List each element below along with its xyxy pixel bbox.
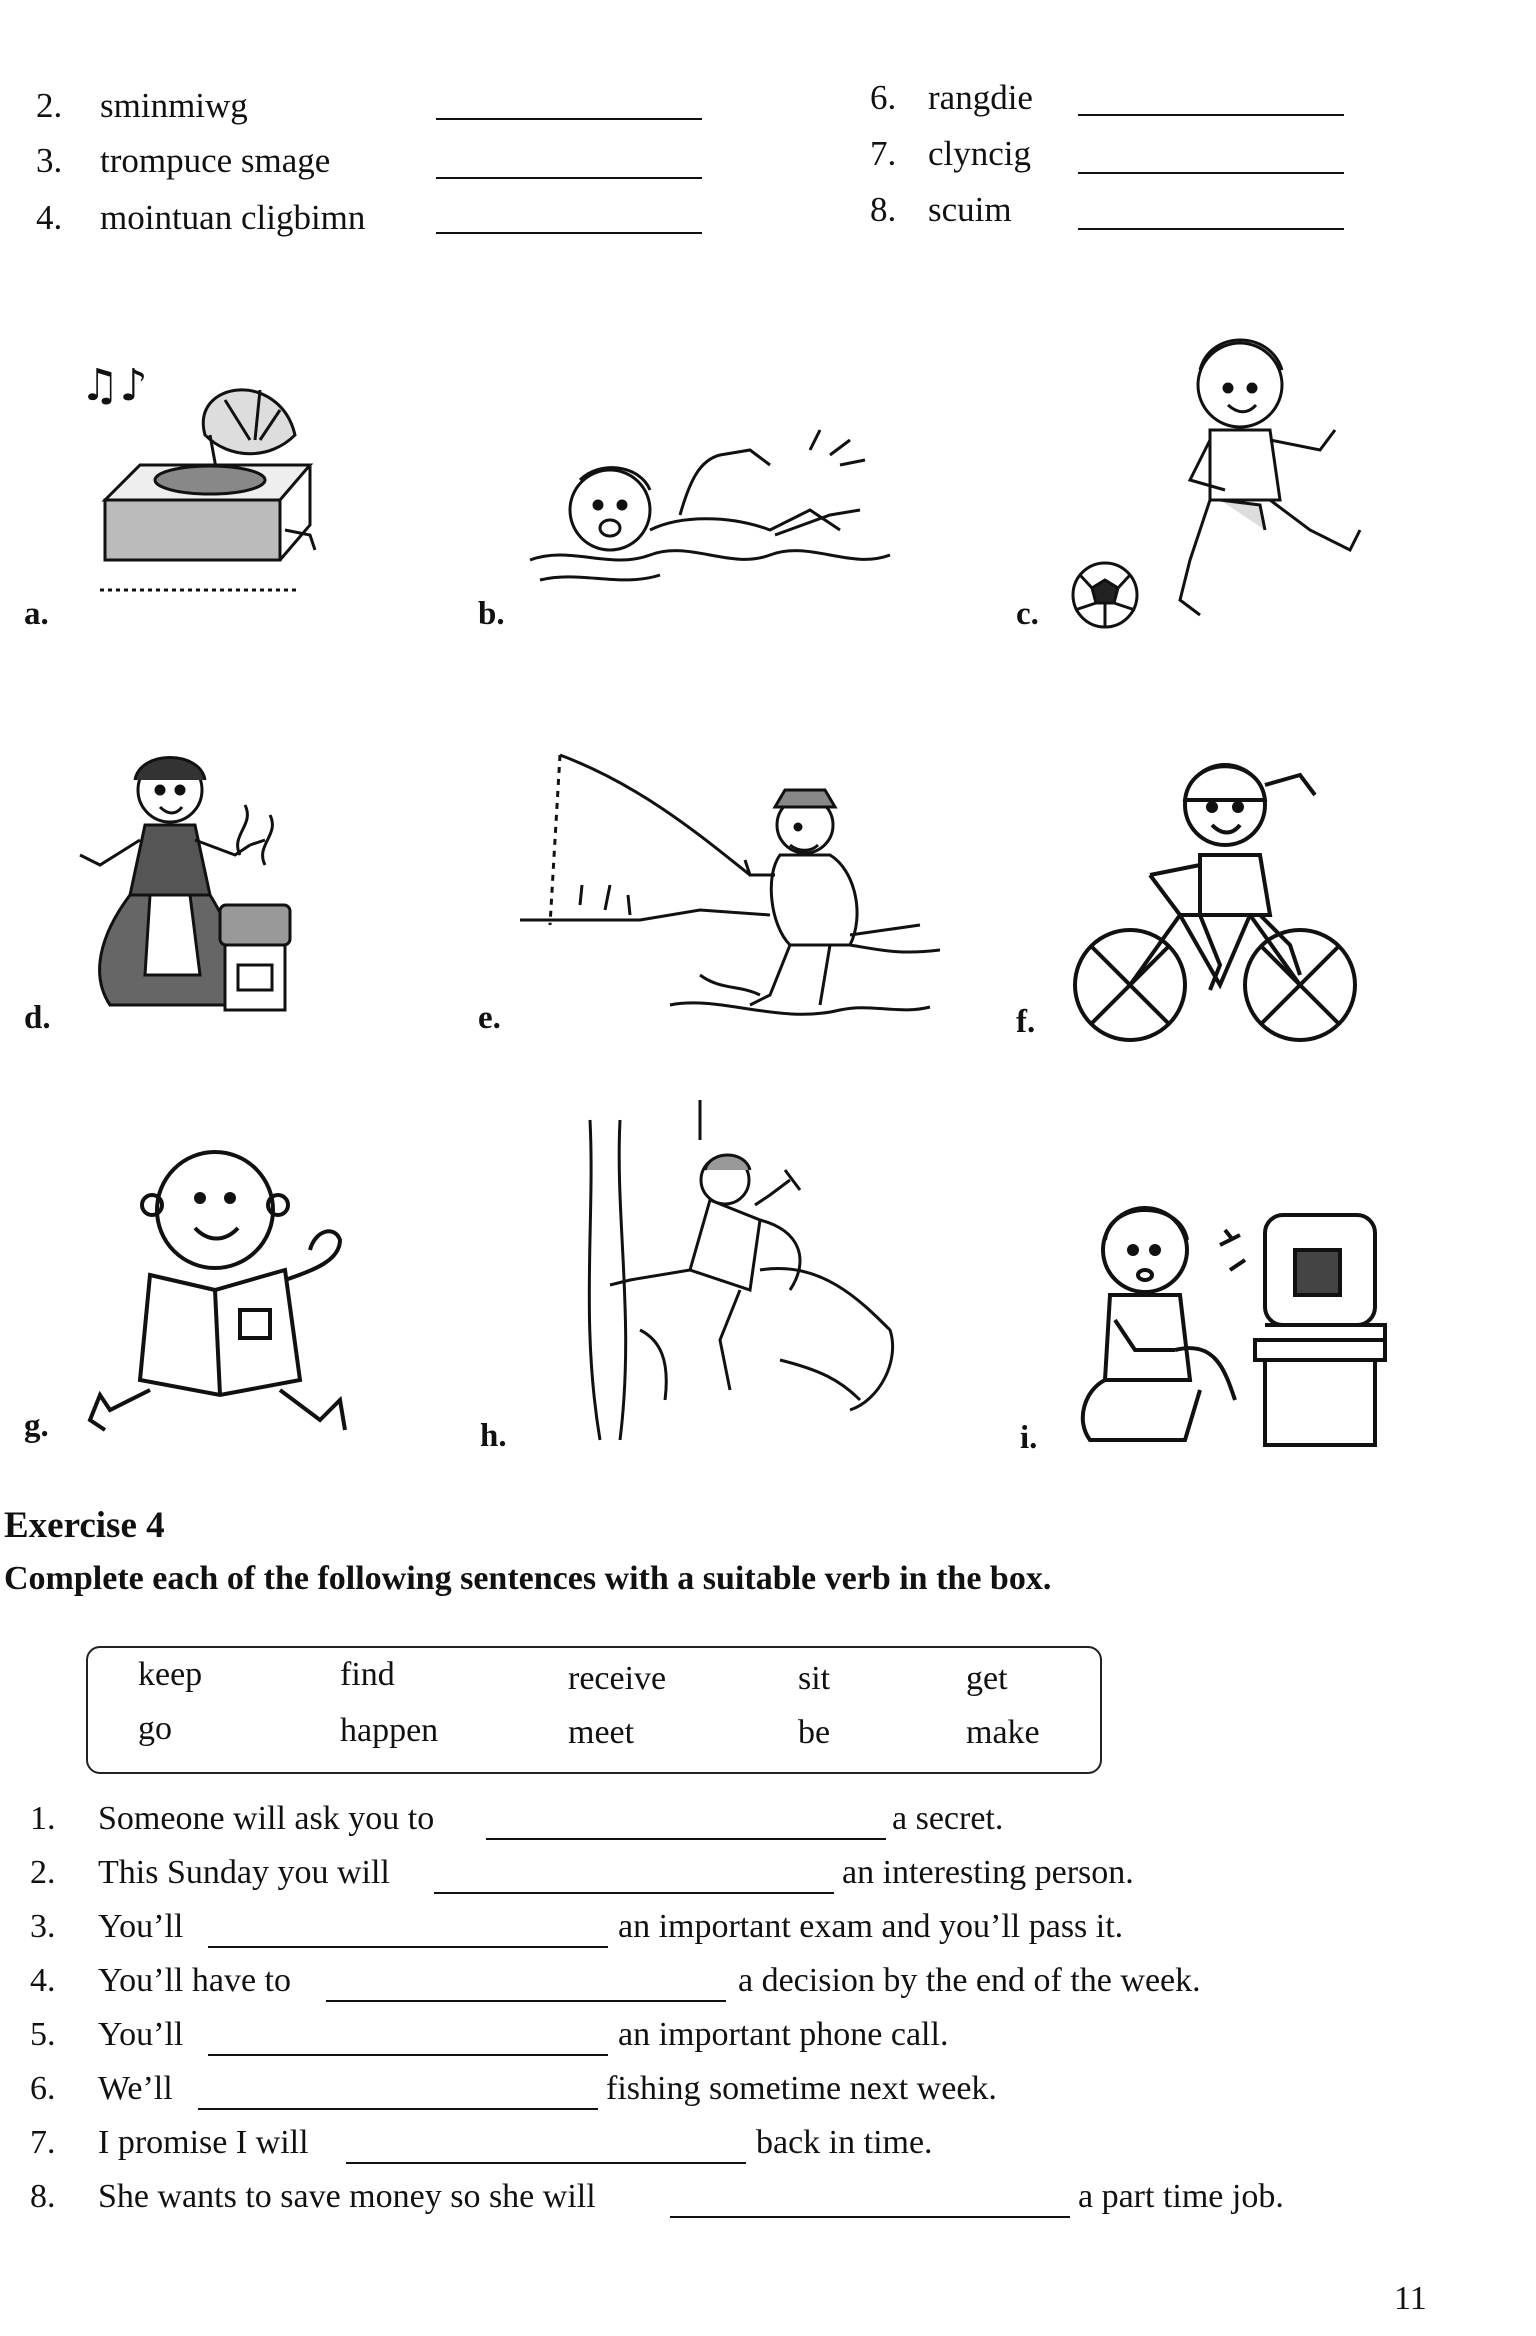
verb-word: keep xyxy=(138,1656,203,1693)
scrambled-word: mointuan cligbimn xyxy=(100,198,366,237)
football-icon xyxy=(1060,330,1380,630)
sentence-text: an interesting person. xyxy=(842,1854,1134,1891)
sentence-text: You’ll have to xyxy=(98,1962,291,1999)
cooking-icon xyxy=(60,745,310,1020)
sentence-text: fishing sometime next week. xyxy=(606,2070,997,2107)
svg-text:♫♪: ♫♪ xyxy=(80,360,148,411)
scrambled-word: sminmiwg xyxy=(100,86,248,125)
sentence-text: You’ll xyxy=(98,2016,184,2053)
verb-word: happen xyxy=(340,1712,439,1749)
reading-icon xyxy=(70,1150,360,1450)
sentence-number: 7. xyxy=(30,2124,56,2161)
sentence-text: a secret. xyxy=(892,1800,1004,1837)
verb-word: go xyxy=(138,1710,172,1747)
sentence-text: back in time. xyxy=(756,2124,933,2161)
sentence-number: 3. xyxy=(30,1908,56,1945)
sentence-text: an important phone call. xyxy=(618,2016,949,2053)
item-number: 8. xyxy=(870,190,897,229)
picture-letter: g. xyxy=(24,1408,49,1444)
verb-word: receive xyxy=(568,1660,667,1697)
answer-blank[interactable] xyxy=(1078,172,1344,174)
cycling-icon xyxy=(1060,745,1360,1045)
sentence-text: a decision by the end of the week. xyxy=(738,1962,1201,1999)
verb-word: make xyxy=(966,1714,1040,1751)
answer-blank[interactable] xyxy=(434,1892,834,1894)
verb-word: get xyxy=(966,1660,1008,1697)
answer-blank[interactable] xyxy=(670,2216,1070,2218)
sentence-text: an important exam and you’ll pass it. xyxy=(618,1908,1124,1945)
answer-blank[interactable] xyxy=(1078,114,1344,116)
sentence-text: Someone will ask you to xyxy=(98,1800,435,1837)
sentence-text: a part time job. xyxy=(1078,2178,1284,2215)
picture-letter: a. xyxy=(24,596,49,632)
sentence-number: 2. xyxy=(30,1854,56,1891)
answer-blank[interactable] xyxy=(436,232,702,234)
answer-blank[interactable] xyxy=(208,1946,608,1948)
picture-letter: e. xyxy=(478,1000,501,1036)
item-number: 7. xyxy=(870,134,897,173)
picture-letter: h. xyxy=(480,1418,507,1454)
picture-letter: f. xyxy=(1016,1004,1036,1040)
answer-blank[interactable] xyxy=(436,118,702,120)
answer-blank[interactable] xyxy=(208,2054,608,2056)
scrambled-word: scuim xyxy=(928,190,1012,229)
picture-letter: d. xyxy=(24,1000,51,1036)
sentence-text: We’ll xyxy=(98,2070,173,2107)
scrambled-word: trompuce smage xyxy=(100,141,331,180)
answer-blank[interactable] xyxy=(326,2000,726,2002)
verb-word: sit xyxy=(798,1660,831,1697)
picture-letter: i. xyxy=(1020,1420,1038,1456)
sentence-text: This Sunday you will xyxy=(98,1854,390,1891)
answer-blank[interactable] xyxy=(198,2108,598,2110)
item-number: 6. xyxy=(870,78,897,117)
answer-blank[interactable] xyxy=(346,2162,746,2164)
picture-letter: c. xyxy=(1016,596,1039,632)
sentence-number: 6. xyxy=(30,2070,56,2107)
gramophone-icon xyxy=(70,340,320,610)
verb-word: meet xyxy=(568,1714,635,1751)
sentence-number: 5. xyxy=(30,2016,56,2053)
fishing-icon xyxy=(520,745,940,1045)
sentence-number: 8. xyxy=(30,2178,56,2215)
scrambled-word: rangdie xyxy=(928,78,1033,117)
sentence-text: I promise I will xyxy=(98,2124,309,2161)
verb-word: be xyxy=(798,1714,831,1751)
answer-blank[interactable] xyxy=(436,177,702,179)
climbing-icon xyxy=(560,1100,920,1460)
sentence-number: 1. xyxy=(30,1800,56,1837)
sentence-text: You’ll xyxy=(98,1908,184,1945)
sentence-text: She wants to save money so she will xyxy=(98,2178,596,2215)
swimming-icon xyxy=(510,420,930,590)
item-number: 2. xyxy=(36,86,63,125)
video-game-icon xyxy=(1055,1190,1395,1460)
answer-blank[interactable] xyxy=(1078,228,1344,230)
exercise-instruction: Complete each of the following sentences with a suitable verb in the box. xyxy=(4,1560,1052,1597)
item-number: 3. xyxy=(36,141,63,180)
exercise-title: Exercise 4 xyxy=(4,1505,165,1546)
scrambled-word: clyncig xyxy=(928,134,1032,173)
item-number: 4. xyxy=(36,198,63,237)
answer-blank[interactable] xyxy=(486,1838,886,1840)
sentence-number: 4. xyxy=(30,1962,56,1999)
picture-letter: b. xyxy=(478,596,505,632)
page-number: 11 xyxy=(1394,2280,1427,2317)
verb-word: find xyxy=(340,1656,395,1693)
